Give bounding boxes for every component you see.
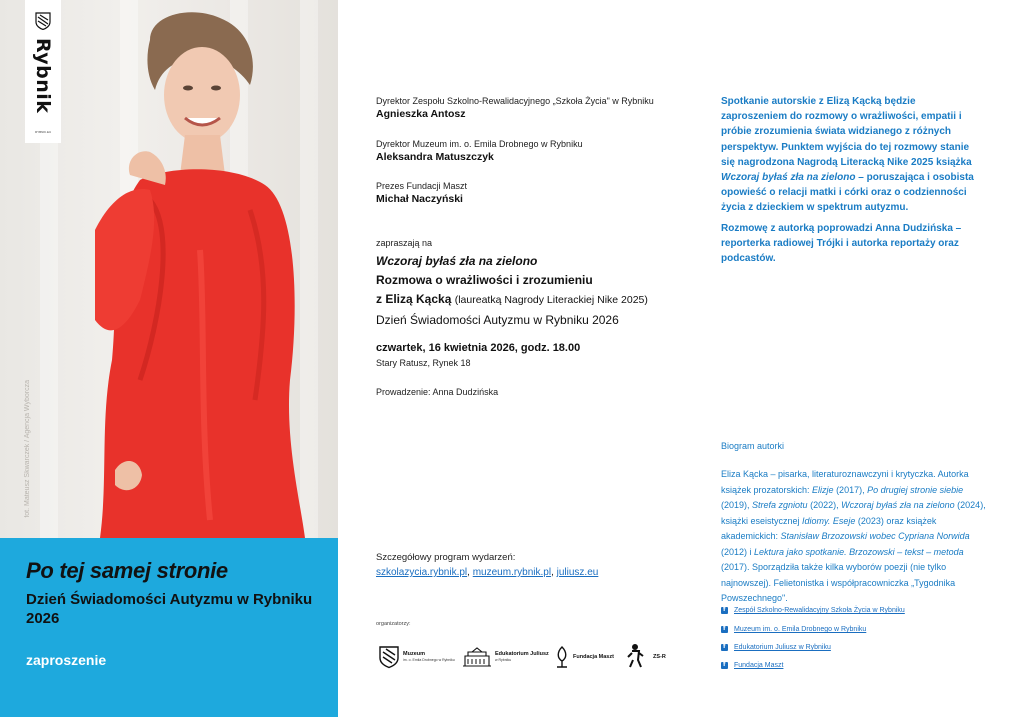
invitation-label: zaproszenie xyxy=(26,652,107,668)
social-link-edukatorium[interactable]: f Edukatorium Juliusz w Rybniku xyxy=(721,644,831,651)
left-panel xyxy=(0,0,338,717)
social-link-maszt[interactable]: f Fundacja Maszt xyxy=(721,662,783,669)
rybnik-logo xyxy=(25,0,61,143)
event-line-1: Rozmowa o wrażliwości i zrozumieniu xyxy=(376,273,593,287)
invite-text: zapraszają na xyxy=(376,238,433,248)
link-juliusz[interactable]: juliusz.eu xyxy=(556,567,599,578)
program-label: Szczegółowy program wydarzeń: xyxy=(376,552,516,563)
event-line-2 xyxy=(376,292,648,306)
juliusz-name: Edukatorium Juliusz xyxy=(495,650,549,657)
logo-maszt xyxy=(554,640,614,674)
moderator-description: Rozmowę z autorką poprowadzi Anna Dudzińska – reporterka radiowej Trójki i autorka reportaży oraz podcastów. xyxy=(721,223,962,265)
book-title-inline: Wczoraj byłaś zła na zielono xyxy=(721,172,856,184)
rybnik-logo-sub: RYBNIK.EU xyxy=(35,130,52,134)
host-role-3: Prezes Fundacji Maszt xyxy=(376,181,468,191)
host-name-2: Aleksandra Matuszczyk xyxy=(376,151,494,163)
host-name-3: Michał Naczyński xyxy=(376,193,463,205)
zsr-figure-icon xyxy=(624,643,650,671)
book-title: Wczoraj byłaś zła na zielono xyxy=(376,254,538,268)
organizers-label: organizatorzy: xyxy=(376,621,411,627)
event-moderator: Prowadzenie: Anna Dudzińska xyxy=(376,387,499,397)
maszt-name: Fundacja Maszt xyxy=(573,653,614,660)
campaign-title: Po tej samej stronie xyxy=(26,558,228,583)
maszt-icon xyxy=(554,646,570,668)
event-datetime: czwartek, 16 kwietnia 2026, godz. 18.00 xyxy=(376,342,581,354)
building-icon xyxy=(462,647,492,667)
author-award: (laureatką Nagrody Literackiej Nike 2025) xyxy=(454,294,648,306)
host-name-1: Agnieszka Antosz xyxy=(376,108,466,120)
title-block xyxy=(0,538,338,717)
organizer-logos xyxy=(376,640,666,674)
museum-name: Muzeum xyxy=(403,650,425,657)
host-role-2: Dyrektor Muzeum im. o. Emila Drobnego w Rybniku xyxy=(376,139,583,149)
logo-juliusz xyxy=(462,640,549,674)
juliusz-sub: w Rybniku xyxy=(495,658,512,662)
author-name: z Elizą Kącką xyxy=(376,292,452,306)
rybnik-wordmark: Rybnik xyxy=(32,38,54,114)
facebook-icon xyxy=(721,644,728,651)
facebook-icon xyxy=(721,626,728,633)
city-crest-icon xyxy=(378,645,400,669)
social-link-muzeum[interactable]: f Muzeum im. o. Emila Drobnego w Rybniku xyxy=(721,626,866,633)
program-links: szkolazycia.rybnik.pl, muzeum.rybnik.pl, juliusz.eu xyxy=(376,567,599,578)
facebook-icon xyxy=(721,662,728,669)
museum-sub: im. o. Emila Drobnego w Rybniku xyxy=(403,658,455,662)
host-role-1: Dyrektor Zespołu Szkolno-Rewalidacyjnego „Szkoła Życia" w Rybniku xyxy=(376,96,654,106)
zsr-name: ZS-R xyxy=(653,653,666,660)
logo-city xyxy=(378,640,455,674)
event-description: Spotkanie autorskie z Elizą Kącką będzie zaproszeniem do rozmowy o wrażliwości, empatii i próbie zrozumienia świata widzianego z różnych perspektyw. Punktem wyjścia do tej rozmowy stanie się nagrodzona Nagrodą Literacką Nike 2025 książka Wczoraj byłaś zła na zielono – poruszająca i osobista opowieść o relacji matki i córki oraz o codzienności życia z dzieckiem w spektrum autyzmu. xyxy=(721,96,974,214)
social-link-szkola[interactable]: f Zespół Szkolno-Rewalidacyjny Szkoła Życia w Rybniku xyxy=(721,607,905,614)
event-place: Stary Ratusz, Rynek 18 xyxy=(376,358,471,368)
photo-credit: fot. Mateusz Skwarczek / Agencja Wyborcza xyxy=(24,380,31,518)
link-muzeum[interactable]: muzeum.rybnik.pl xyxy=(472,567,552,578)
logo-zsr xyxy=(624,640,666,674)
event-line-3: Dzień Świadomości Autyzmu w Rybniku 2026 xyxy=(376,313,619,327)
facebook-icon xyxy=(721,607,728,614)
campaign-subtitle: Dzień Świadomości Autyzmu w Rybniku 2026 xyxy=(26,591,313,627)
author-bio: Eliza Kącka – pisarka, literaturoznawczyni i krytyczka. Autorka książek prozatorskich: Elizje (2017), Po drugiej stronie siebie (2019), Strefa zgniotu (2022), Wczoraj byłaś zła na zielono (2024), książki eseistycznej Idiomy. Eseje (2023) oraz książek akademickich: Stanisław Brzozowski wobec Cypriana Norwida (2012) i Lektura jako spotkanie. Brzozowski – tekst – metoda (2017). Sporządziła także kilka wyborów poezji (nie tylko najnowszej). Felietonistka i współpracowniczka „Tygodnika Powszechnego". xyxy=(721,469,986,603)
bio-heading: Biogram autorki xyxy=(721,441,785,451)
link-szkolazycia[interactable]: szkolazycia.rybnik.pl xyxy=(376,567,468,578)
rybnik-crest-icon xyxy=(34,12,52,30)
